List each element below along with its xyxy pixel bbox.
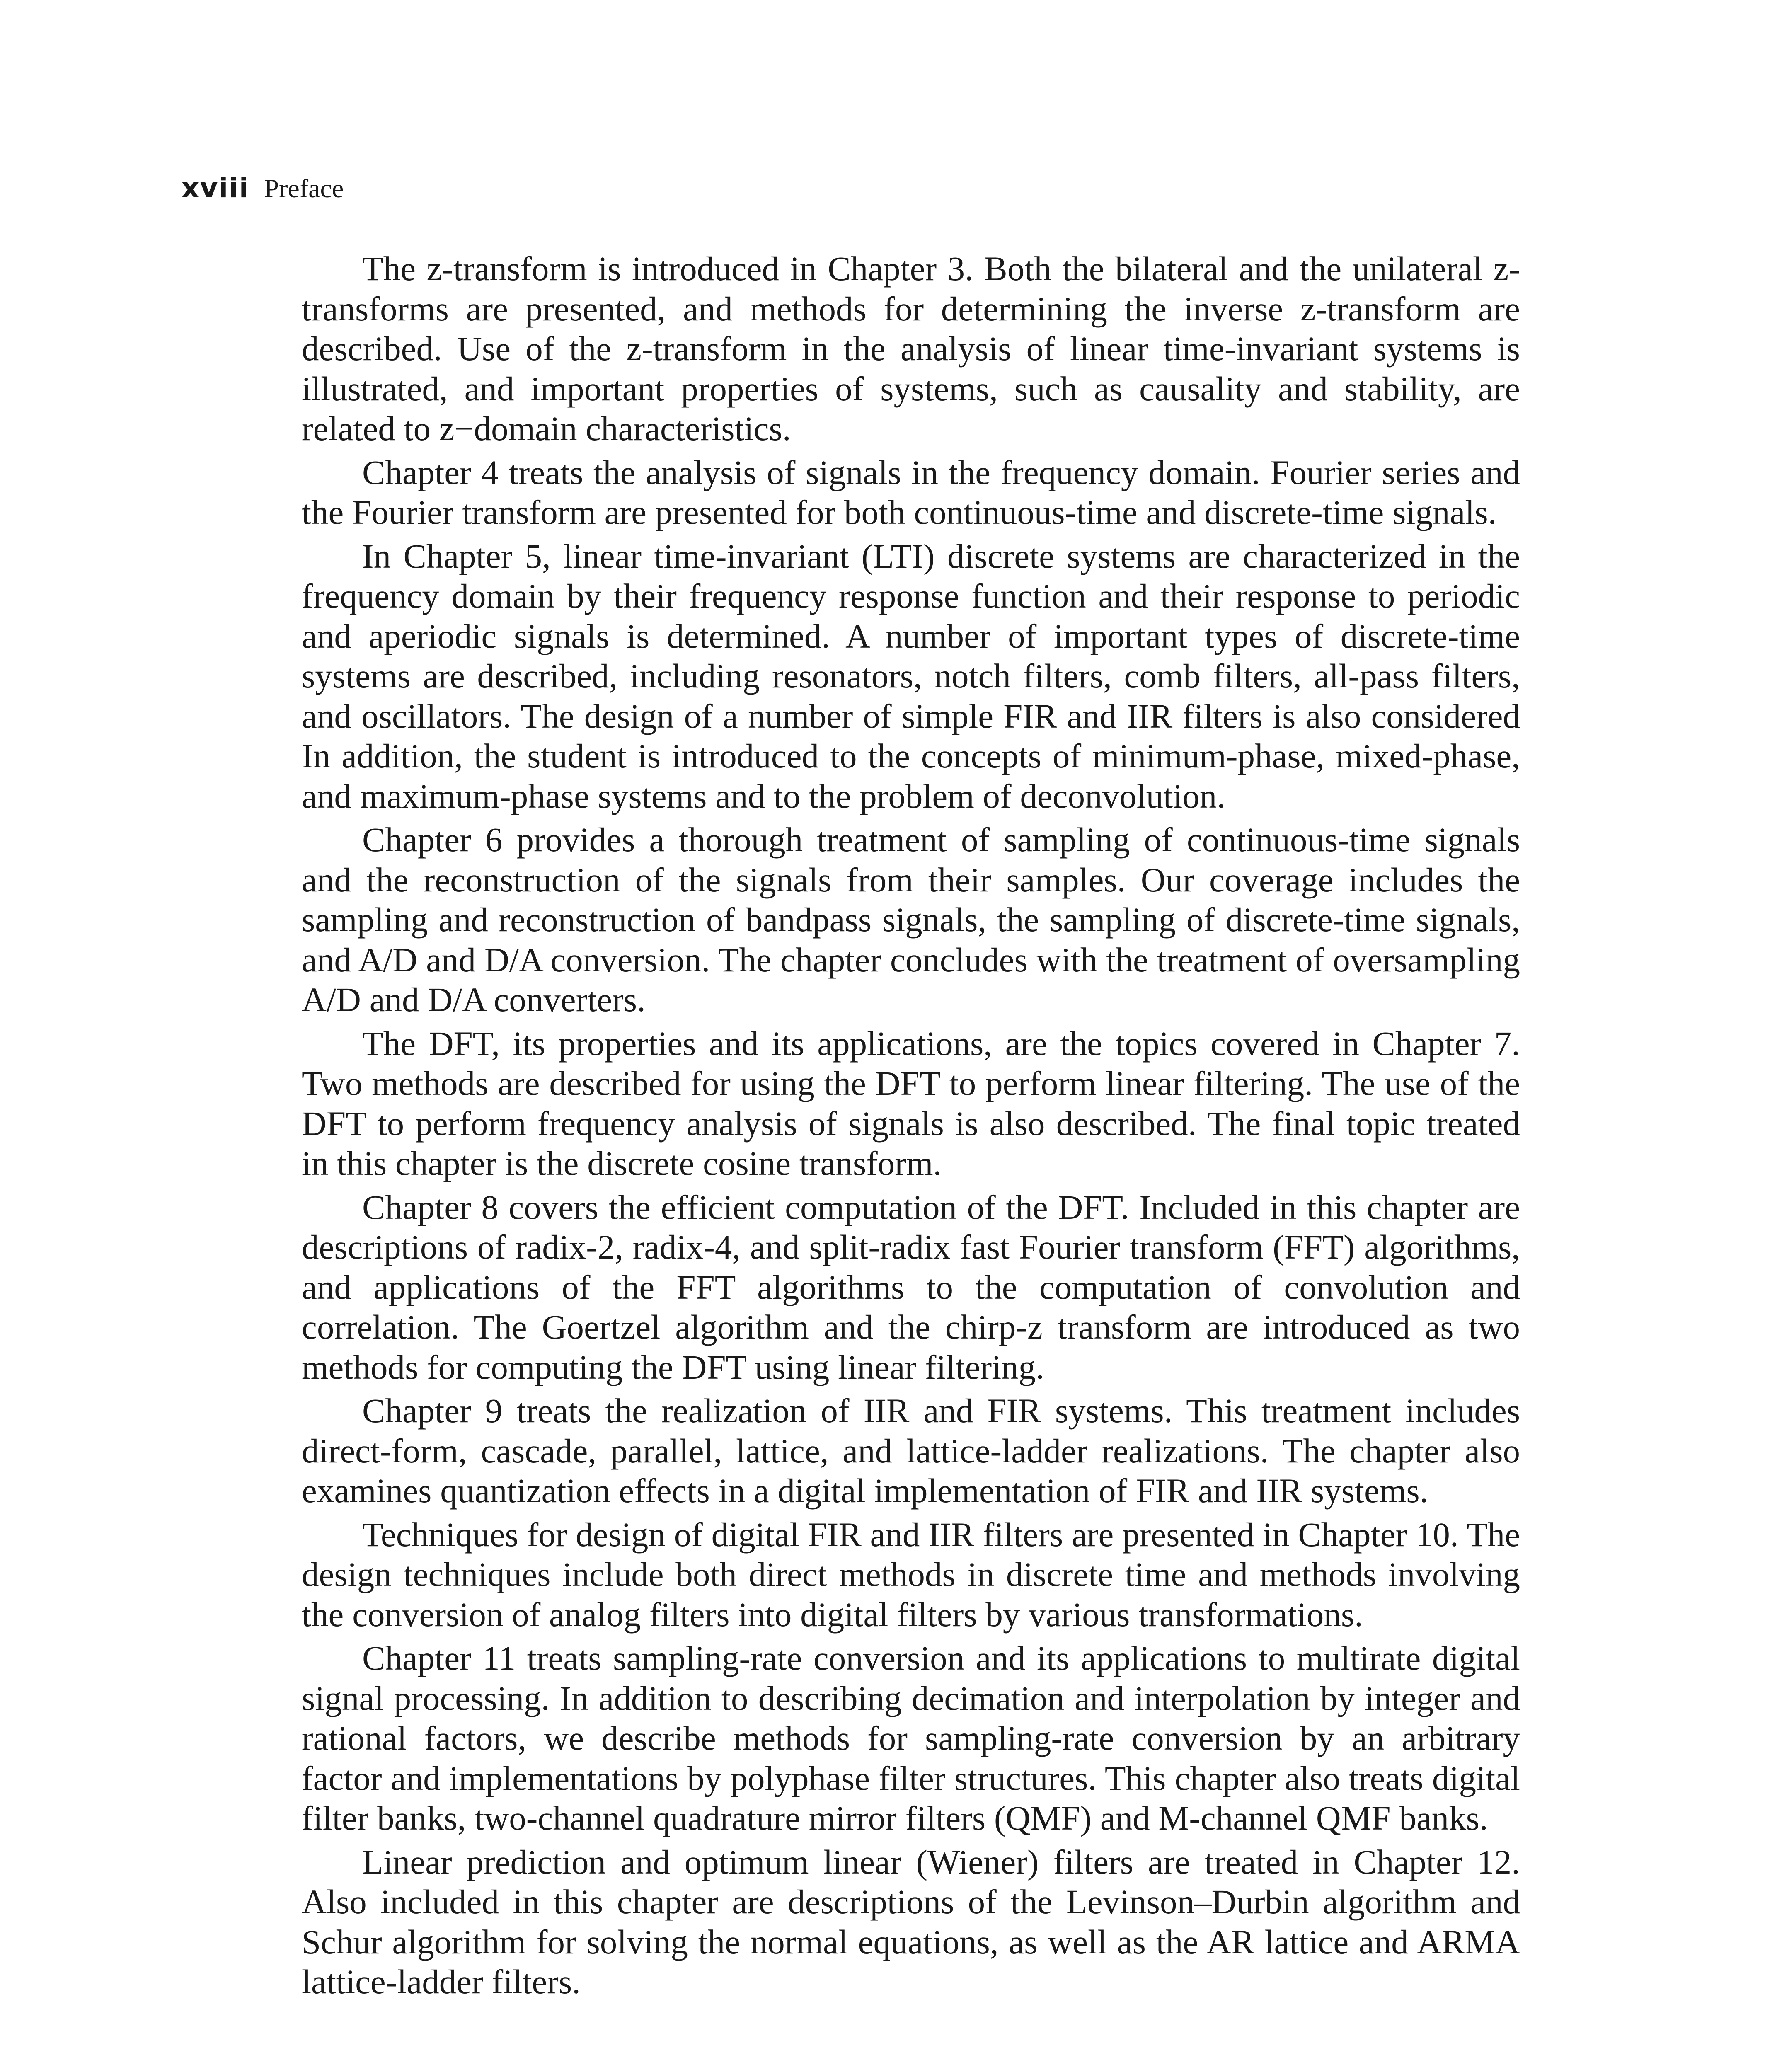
paragraph-chapter-10: Techniques for design of digital FIR and IIR filters are presented in Chapter 10. The design techniques include both direct methods in discrete time and methods involving the conversion of analog filters into digital filters by various transformations.: [302, 1515, 1520, 1634]
paragraph-chapter-7: The DFT, its properties and its applications, are the topics covered in Chapter 7. Two methods are described for using the DFT to perform linear filtering. The use of the DFT to perform frequency analysis of signals is also described. The final topic treated in this chapter is the discrete cosine transform.: [302, 1024, 1520, 1182]
page-header: [182, 172, 344, 204]
body-text: [302, 249, 1520, 2002]
paragraph-chapter-11: Chapter 11 treats sampling-rate conversion and its applications to multirate digital signal processing. In addition to describing decimation and interpolation by integer and rational factors, we describe methods for sampling-rate conversion by an arbitrary factor and implementations by polyphase filter structures. This chapter also treats digital filter banks, two-channel quadrature mirror filters (QMF) and M-channel QMF banks.: [302, 1639, 1520, 1837]
paragraph-chapter-12: Linear prediction and optimum linear (Wiener) filters are treated in Chapter 12. Also included in this chapter are descriptions of the Levinson–Durbin algorithm and Schur algorithm for solving the normal equations, as well as the AR lattice and ARMA lattice-ladder filters.: [302, 1842, 1520, 2001]
paragraph-z-transform: The z-transform is introduced in Chapter 3. Both the bilateral and the unilateral z-transforms are presented, and methods for determining the inverse z-transform are described. Use of the z-transform in the analysis of linear time-invariant systems is illustrated, and important properties of systems, such as causality and stability, are related to z−domain characteristics.: [302, 249, 1520, 448]
paragraph-chapter-4: Chapter 4 treats the analysis of signals in the frequency domain. Fourier series and the Fourier transform are presented for both continuous-time and discrete-time signals.: [302, 453, 1520, 531]
paragraph-chapter-5: In Chapter 5, linear time-invariant (LTI) discrete systems are characterized in the frequency domain by their frequency response function and their response to periodic and aperiodic signals is determined. A number of important types of discrete-time systems are described, including resonators, notch filters, comb filters, all-pass filters, and oscillators. The design of a number of simple FIR and IIR filters is also considered In addition, the student is introduced to the concepts of minimum-phase, mixed-phase, and maximum-phase systems and to the problem of deconvolution.: [302, 537, 1520, 815]
paragraph-chapter-6: Chapter 6 provides a thorough treatment of sampling of continuous-time signals and the reconstruction of the signals from their samples. Our coverage includes the sampling and reconstruction of bandpass signals, the sampling of discrete-time signals, and A/D and D/A conversion. The chapter concludes with the treatment of oversampling A/D and D/A converters.: [302, 821, 1520, 1019]
paragraph-chapter-8: Chapter 8 covers the efficient computation of the DFT. Included in this chapter are descriptions of radix-2, radix-4, and split-radix fast Fourier transform (FFT) algorithms, and applications of the FFT algorithms to the computation of convolution and correlation. The Goertzel algorithm and the chirp-z transform are introduced as two methods for computing the DFT using linear filtering.: [302, 1188, 1520, 1386]
paragraph-chapter-9: Chapter 9 treats the realization of IIR and FIR systems. This treatment includes direct-form, cascade, parallel, lattice, and lattice-ladder realizations. The chapter also examines quantization effects in a digital implementation of FIR and IIR systems.: [302, 1392, 1520, 1510]
running-head: Preface: [264, 174, 344, 203]
page-number: xviii: [182, 172, 249, 204]
